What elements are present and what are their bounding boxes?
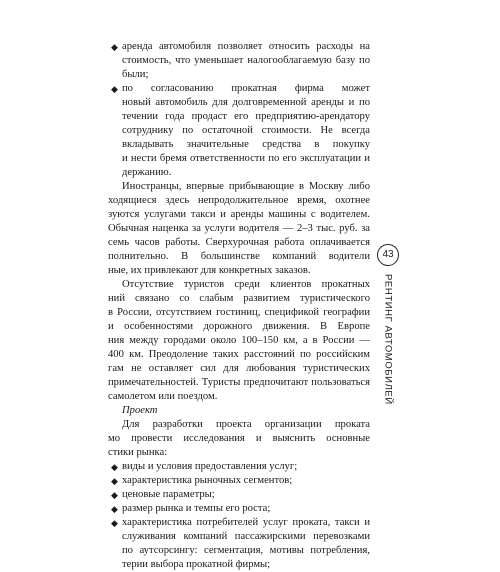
line-text: были; xyxy=(122,69,149,80)
line-text: терии выбора прокатной фирмы; xyxy=(122,559,271,570)
line-text: характеристика потребителей услуг проката, такси и xyxy=(122,517,370,528)
section-heading xyxy=(108,404,370,418)
text-line xyxy=(108,208,370,222)
bullet-item-line xyxy=(108,40,370,54)
line-text: Обычная наценка за услуги водителя — 2–3 тыс. руб. за xyxy=(108,223,370,234)
text-line xyxy=(108,166,370,180)
text-line xyxy=(108,390,370,404)
line-text: стоимость, что уменьшает налогооблагаемую базу по xyxy=(122,55,370,66)
text-line xyxy=(108,68,370,82)
bullet-icon: ◆ xyxy=(111,42,118,52)
line-text: полнительно. В большинстве компаний водители xyxy=(108,251,370,262)
line-text: Отсутствие туристов среди клиентов прокатных xyxy=(122,279,370,290)
text-line xyxy=(108,124,370,138)
bullet-item-line xyxy=(108,82,370,96)
text-line xyxy=(108,544,370,558)
line-text: Для разработки проекта организации проката xyxy=(122,419,370,430)
line-text: примечательностей. Туристы предпочитают пользоваться xyxy=(108,377,370,388)
text-line xyxy=(108,558,370,572)
bullet-icon: ◆ xyxy=(111,476,118,486)
line-text: семь часов работы. Сверхурочная работа оплачивается xyxy=(108,237,370,248)
text-line xyxy=(108,152,370,166)
line-text: стики рынка: xyxy=(108,447,168,458)
line-text: ний связано со слабым развитием туристического xyxy=(108,293,370,304)
text-line xyxy=(108,334,370,348)
text-line xyxy=(108,376,370,390)
text-line xyxy=(108,418,370,432)
bullet-icon: ◆ xyxy=(111,84,118,94)
text-line xyxy=(108,264,370,278)
bullet-icon: ◆ xyxy=(111,518,118,528)
line-text: и нести бремя ответственности по его эксплуатации и xyxy=(122,153,370,164)
line-text: держанию. xyxy=(122,167,172,178)
text-line xyxy=(108,222,370,236)
line-text: размер рынка и темпы его роста; xyxy=(122,503,271,514)
line-text: новый автомобиль для долговременной аренды и по xyxy=(122,97,370,108)
text-line xyxy=(108,138,370,152)
text-line xyxy=(108,236,370,250)
text-line xyxy=(108,110,370,124)
text-line xyxy=(108,54,370,68)
line-text: служивания компаний пассажирскими перевозками xyxy=(122,531,370,542)
text-line xyxy=(108,320,370,334)
line-text: в России, отсутствием гостиниц, спецификой географии xyxy=(108,307,370,318)
text-line xyxy=(108,250,370,264)
text-line xyxy=(108,432,370,446)
text-line xyxy=(108,530,370,544)
bullet-icon: ◆ xyxy=(111,490,118,500)
text-line xyxy=(108,194,370,208)
bullet-item-line xyxy=(108,460,370,474)
body-text xyxy=(108,40,370,572)
bullet-item-line xyxy=(108,502,370,516)
line-text: самолетом или поездом. xyxy=(108,391,218,402)
line-text: ные, их привлекают для конкретных заказов. xyxy=(108,265,311,276)
line-text: вкладывать значительные средства в покупку xyxy=(122,139,370,150)
line-text: гам не оставляет сил для любования туристических xyxy=(108,363,370,374)
line-text: ния между городами около 100–150 км, а в России — xyxy=(108,335,370,346)
bullet-item-line xyxy=(108,516,370,530)
line-text: течении года продаст его предприятию-арендатору xyxy=(122,111,370,122)
text-line xyxy=(108,446,370,460)
line-text: Иностранцы, впервые прибывающие в Москву либо xyxy=(122,181,370,192)
text-line xyxy=(108,362,370,376)
line-text: и особенностями дорожного движения. В Европе xyxy=(108,321,370,332)
line-text: ценовые параметры; xyxy=(122,489,215,500)
text-line xyxy=(108,306,370,320)
line-text: зуются услугами такси и аренды машины с водителем. xyxy=(108,209,370,220)
bullet-item-line xyxy=(108,474,370,488)
text-line xyxy=(108,278,370,292)
line-text: по аутсорсингу: сегментация, мотивы потребления, xyxy=(122,545,370,556)
bullet-icon: ◆ xyxy=(111,462,118,472)
line-text: 400 км. Преодоление таких расстояний по российским xyxy=(108,349,370,360)
line-text: Проект xyxy=(122,405,158,416)
line-text: сотруднику по остаточной стоимости. Не всегда xyxy=(122,125,370,136)
page-sidebar xyxy=(377,244,399,434)
line-text: виды и условия предоставления услуг; xyxy=(122,461,298,472)
line-text: мо провести исследования и выяснить основные xyxy=(108,433,370,444)
text-line xyxy=(108,96,370,110)
text-line xyxy=(108,348,370,362)
text-line xyxy=(108,180,370,194)
line-text: по согласованию прокатная фирма может xyxy=(122,83,370,94)
text-line xyxy=(108,292,370,306)
line-text: ходящиеся здесь непродолжительное время, охотнее xyxy=(108,195,370,206)
line-text: характеристика рыночных сегментов; xyxy=(122,475,293,486)
bullet-icon: ◆ xyxy=(111,504,118,514)
running-head: РЕНТИНГ АВТОМОБИЛЕЙ xyxy=(382,274,394,405)
page-number: 43 xyxy=(377,244,399,266)
line-text: аренда автомобиля позволяет относить расходы на xyxy=(122,41,370,52)
